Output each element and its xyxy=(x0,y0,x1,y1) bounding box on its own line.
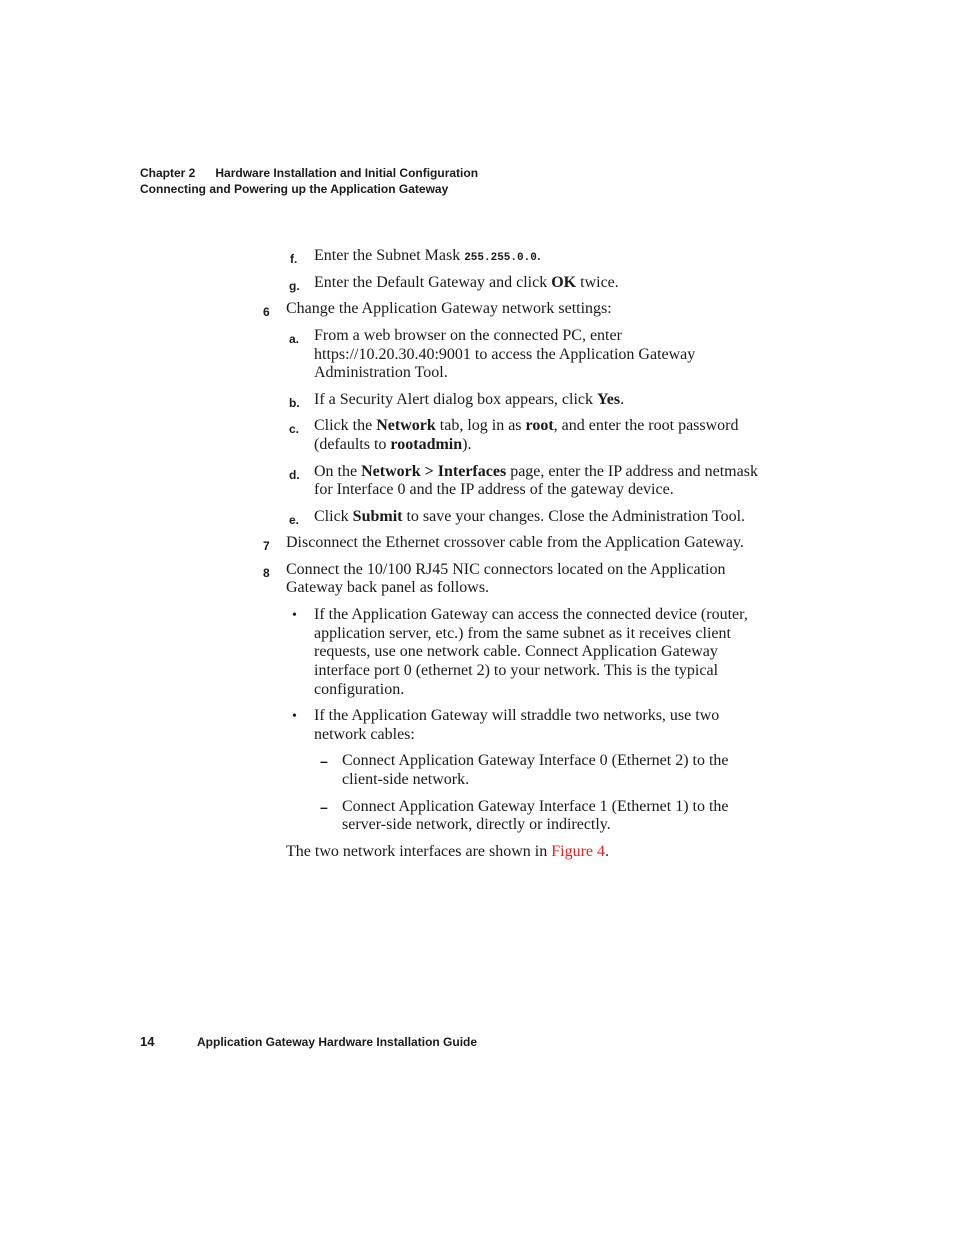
step-text-line: From a web browser on the connected PC, enter xyxy=(314,327,622,344)
bullet-text-line: interface port 0 (ethernet 2) to your network. This is the typical xyxy=(314,662,719,679)
subnet-mask-value: 255.255.0.0 xyxy=(464,252,537,264)
step-text-line: Click the Network tab, log in as root, and enter the root password xyxy=(314,417,739,434)
bullet-text-line: If the Application Gateway will straddle two networks, use two xyxy=(314,707,720,724)
step-text-line: Gateway back panel as follows. xyxy=(286,579,490,596)
bullet-icon: • xyxy=(292,608,297,623)
step-text-line: Administration Tool. xyxy=(314,364,448,381)
chapter-title: Hardware Installation and Initial Configuration xyxy=(215,166,479,180)
bullet-text-line: application server, etc.) from the same subnet as it receives client xyxy=(314,625,731,642)
step-label: e. xyxy=(289,513,300,527)
step-number: 7 xyxy=(263,539,270,553)
step-label: g. xyxy=(289,279,300,293)
step-number: 6 xyxy=(263,305,270,319)
bullet-text-line: configuration. xyxy=(314,681,405,698)
dash-text-line: Connect Application Gateway Interface 0 (Ethernet 2) to the xyxy=(342,752,729,769)
dash-text-line: Connect Application Gateway Interface 1 (Ethernet 1) to the xyxy=(342,798,729,815)
step-text: Disconnect the Ethernet crossover cable from the Application Gateway. xyxy=(286,534,744,551)
step-text-line: On the Network > Interfaces page, enter the IP address and netmask xyxy=(314,463,758,480)
bullet-text-line: If the Application Gateway can access the connected device (router, xyxy=(314,606,748,623)
step-label: a. xyxy=(289,332,300,346)
step-text-line: for Interface 0 and the IP address of the gateway device. xyxy=(314,481,674,498)
dash-icon: – xyxy=(320,753,328,769)
bullet-text-line: requests, use one network cable. Connect Application Gateway xyxy=(314,643,718,660)
step-label: b. xyxy=(289,396,300,410)
step-text: Enter the Default Gateway and click OK twice. xyxy=(314,274,619,291)
step-text: Enter the Subnet Mask 255.255.0.0. xyxy=(314,247,541,264)
page-number: 14 xyxy=(140,1034,155,1049)
step-label: d. xyxy=(289,468,300,482)
step-number: 8 xyxy=(263,566,270,580)
step-text-line: https://10.20.30.40:9001 to access the Application Gateway xyxy=(314,346,696,363)
step-label: f. xyxy=(290,252,298,266)
step-text: Click Submit to save your changes. Close the Administration Tool. xyxy=(314,508,746,525)
step-text: If a Security Alert dialog box appears, click Yes. xyxy=(314,391,625,408)
closing-text: The two network interfaces are shown in Figure 4. xyxy=(286,843,610,860)
running-header-section: Connecting and Powering up the Application Gateway xyxy=(140,182,449,196)
dash-text-line: client-side network. xyxy=(342,771,470,788)
dash-icon: – xyxy=(320,799,328,815)
step-label: c. xyxy=(289,422,300,436)
bullet-text-line: network cables: xyxy=(314,726,415,743)
bullet-icon: • xyxy=(292,709,297,724)
step-text: Change the Application Gateway network settings: xyxy=(286,300,612,317)
book-title: Application Gateway Hardware Installation Guide xyxy=(197,1035,478,1049)
step-text-line: Connect the 10/100 RJ45 NIC connectors located on the Application xyxy=(286,561,726,578)
chapter-number: Chapter 2 xyxy=(140,166,196,180)
dash-text-line: server-side network, directly or indirectly. xyxy=(342,816,611,833)
figure-4-link[interactable]: Figure 4 xyxy=(551,843,606,860)
step-text-line: (defaults to rootadmin). xyxy=(314,436,472,453)
running-header-chapter xyxy=(140,165,478,181)
